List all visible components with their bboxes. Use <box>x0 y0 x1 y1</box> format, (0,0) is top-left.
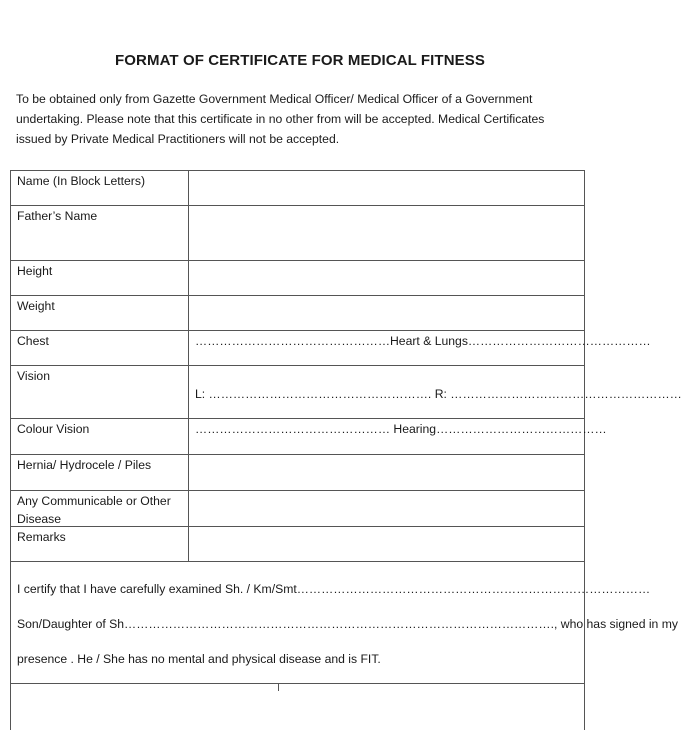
field-fathers-name[interactable] <box>189 206 584 260</box>
label-chest: Chest <box>11 331 189 365</box>
certification-line: Son/Daughter of Sh……………………………………………………………………………………………., who has signed in my <box>17 617 678 631</box>
row-hernia <box>11 455 584 491</box>
chest-heart-lungs-line: …………………………………………Heart & Lungs……………………………………… <box>195 334 651 348</box>
row-colour-vision <box>11 419 607 455</box>
label-vision: Vision <box>11 366 189 418</box>
label-height: Height <box>11 261 189 295</box>
field-chest-heart-lungs[interactable] <box>189 331 651 365</box>
label-hernia: Hernia/ Hydrocele / Piles <box>11 455 189 490</box>
label-colour-vision: Colour Vision <box>11 419 189 454</box>
certification-line: I certify that I have carefully examined Sh. / Km/Smt…………………………………………………………………………… <box>17 582 651 596</box>
field-name[interactable] <box>189 171 584 205</box>
certification-line: presence . He / She has no mental and physical disease and is FIT. <box>17 652 381 666</box>
field-communicable-disease[interactable] <box>189 491 584 526</box>
section-divider <box>11 683 584 684</box>
field-remarks[interactable] <box>189 527 584 561</box>
field-colour-vision-hearing[interactable] <box>189 419 607 454</box>
field-vision[interactable] <box>189 366 682 418</box>
certification-section <box>11 562 678 692</box>
colour-vision-hearing-line: ………………………………………… Hearing…………………………………… <box>195 422 607 436</box>
vision-left-right-line: L: ………………………………………………. R: ………………………………………………… <box>195 387 682 401</box>
field-height[interactable] <box>189 261 584 295</box>
row-name <box>11 171 584 206</box>
label-remarks: Remarks <box>11 527 189 561</box>
row-fathers-name <box>11 206 584 261</box>
row-vision <box>11 366 682 419</box>
label-name: Name (In Block Letters) <box>11 171 189 205</box>
row-weight <box>11 296 584 331</box>
medical-fitness-form <box>10 170 682 730</box>
row-communicable-disease <box>11 491 584 527</box>
intro-line: To be obtained only from Gazette Government Medical Officer/ Medical Officer of a Government <box>16 92 533 106</box>
label-communicable-disease: Any Communicable or Other Disease <box>11 491 189 526</box>
intro-line: undertaking. Please note that this certificate in no other from will be accepted. Medical Certificates <box>16 112 545 126</box>
label-weight: Weight <box>11 296 189 330</box>
row-remarks <box>11 527 584 562</box>
document-title: FORMAT OF CERTIFICATE FOR MEDICAL FITNESS <box>115 52 485 69</box>
intro-line: issued by Private Medical Practitioners will not be accepted. <box>16 132 340 146</box>
row-height <box>11 261 584 296</box>
field-weight[interactable] <box>189 296 584 330</box>
field-hernia[interactable] <box>189 455 584 490</box>
intro-paragraph <box>16 89 588 149</box>
column-divider-tick <box>278 683 279 691</box>
row-chest <box>11 331 651 366</box>
label-fathers-name: Father’s Name <box>11 206 189 260</box>
